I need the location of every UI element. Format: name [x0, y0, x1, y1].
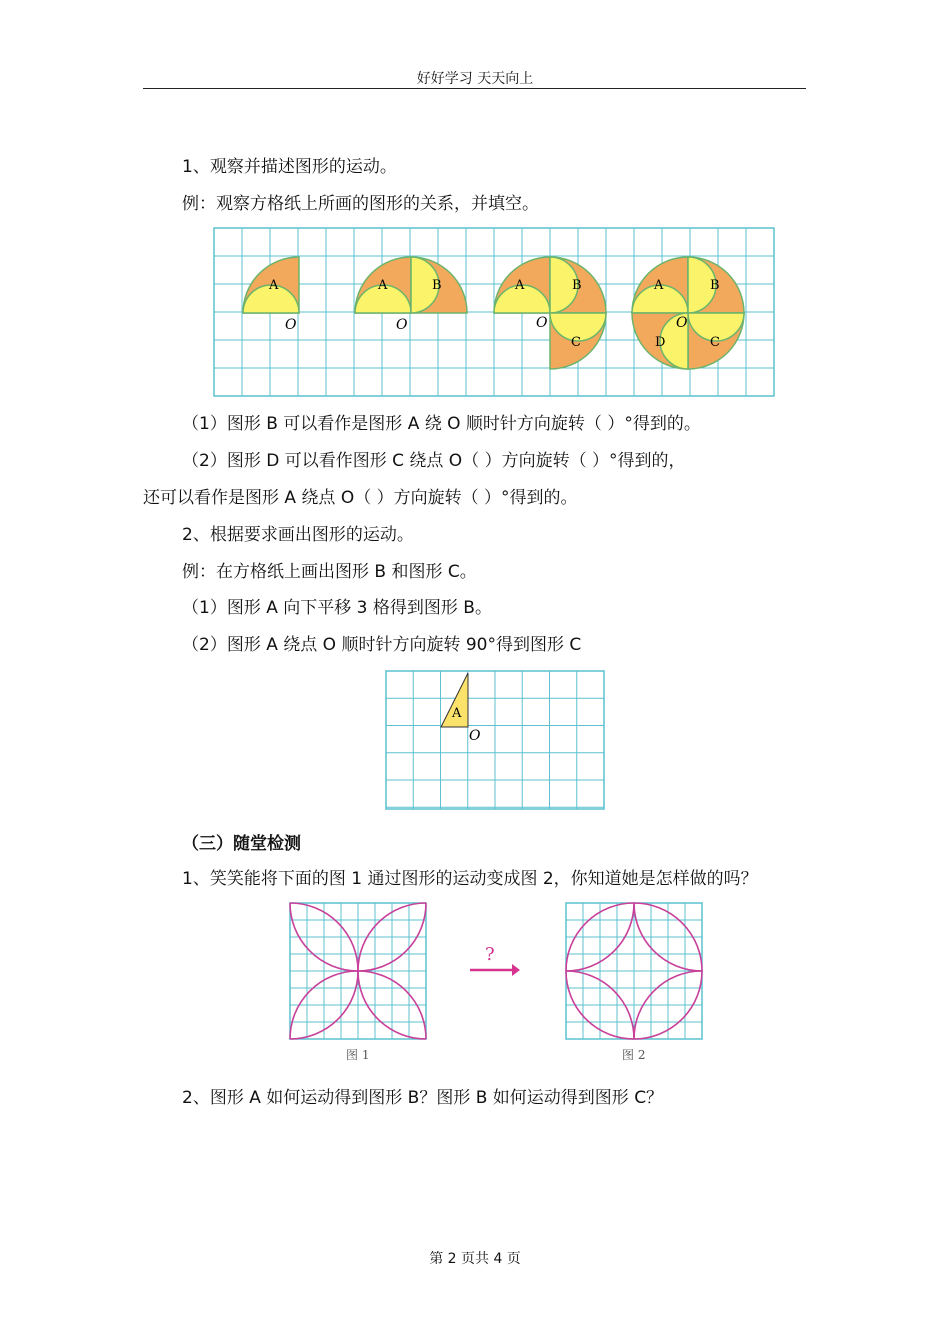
triangle-label-a: A — [452, 706, 462, 721]
q3-1: 1、笑笑能将下面的图 1 通过图形的运动变成图 2，你知道她是怎样做的吗？ — [182, 869, 758, 889]
point-label-o: O — [676, 315, 688, 331]
rotation-group-4 — [632, 257, 744, 369]
point-label-o: O — [396, 317, 408, 333]
point-label-o: O — [536, 315, 548, 331]
page-footer: 第 2 页共 4 页 — [429, 1251, 521, 1267]
point-label-o: O — [285, 317, 297, 333]
section-3-title: （三）随堂检测 — [182, 834, 301, 854]
q2-sub2: （2）图形 A 绕点 O 顺时针方向旋转 90°得到图形 C — [182, 635, 582, 655]
shape-label-a: A — [269, 278, 279, 293]
q1-sub1: （1）图形 B 可以看作是图形 A 绕 O 顺时针方向旋转（ ）°得到的。 — [182, 414, 701, 434]
triangle-grid-figure — [386, 671, 604, 809]
shape-label-c: C — [710, 335, 720, 350]
shape-label-b: B — [432, 278, 442, 293]
q3-2: 2、图形 A 如何运动得到图形 B？图形 B 如何运动得到图形 C？ — [182, 1088, 664, 1108]
header-rule — [143, 88, 806, 89]
shape-label-b: B — [572, 278, 582, 293]
page-header: 好好学习 天天向上 — [416, 71, 534, 87]
shape-label-a: A — [515, 278, 525, 293]
q1-example: 例：观察方格纸上所画的图形的关系，并填空。 — [182, 194, 539, 214]
shape-label-a: A — [654, 278, 664, 293]
shape-label-c: C — [571, 335, 581, 350]
transform-arrow — [468, 944, 520, 984]
rotation-grid-figure — [214, 228, 774, 398]
shape-label-a: A — [378, 278, 388, 293]
q2-example: 例：在方格纸上画出图形 B 和图形 C。 — [182, 562, 477, 582]
shape-label-d: D — [655, 335, 666, 350]
q1-sub2: （2）图形 D 可以看作图形 C 绕点 O（ ）方向旋转（ ）°得到的， — [182, 451, 686, 471]
figure-1-flower — [290, 903, 426, 1039]
question-mark: ? — [485, 944, 495, 965]
q2-title: 2、根据要求画出图形的运动。 — [182, 525, 414, 545]
point-label-o: O — [469, 728, 481, 744]
figure-2-caption: 图 2 — [622, 1048, 646, 1062]
q1-sub2-continued: 还可以看作是图形 A 绕点 O（ ）方向旋转（ ）°得到的。 — [143, 488, 578, 508]
q1-title: 1、观察并描述图形的运动。 — [182, 157, 397, 177]
figure-1-caption: 图 1 — [346, 1048, 370, 1062]
shape-label-b: B — [710, 278, 720, 293]
figure-2-star — [566, 903, 702, 1039]
q2-sub1: （1）图形 A 向下平移 3 格得到图形 B。 — [182, 598, 492, 618]
